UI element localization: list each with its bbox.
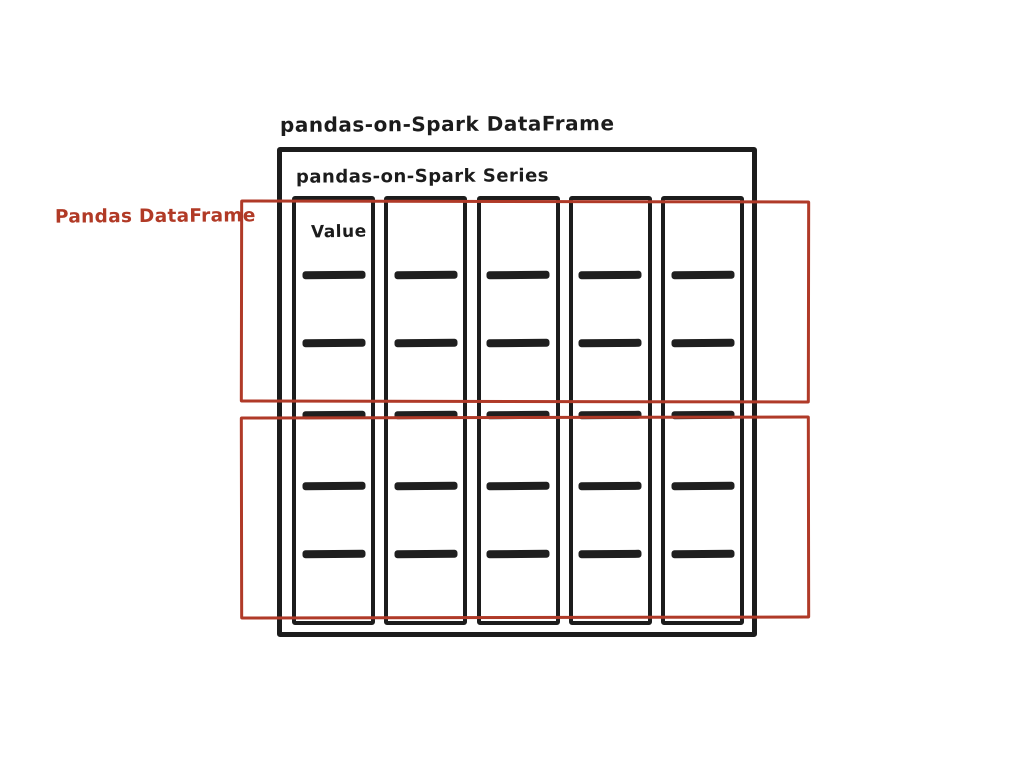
- pandas-dataframe-partition-1: [240, 200, 810, 404]
- pandas-dataframe-partition-2: [240, 416, 810, 620]
- value-column-header: Value: [310, 221, 367, 243]
- pandas-dataframe-label: Pandas DataFrame: [54, 205, 256, 228]
- spark-dataframe-title: pandas-on-Spark DataFrame: [279, 111, 615, 137]
- spark-series-label: pandas-on-Spark Series: [295, 165, 550, 188]
